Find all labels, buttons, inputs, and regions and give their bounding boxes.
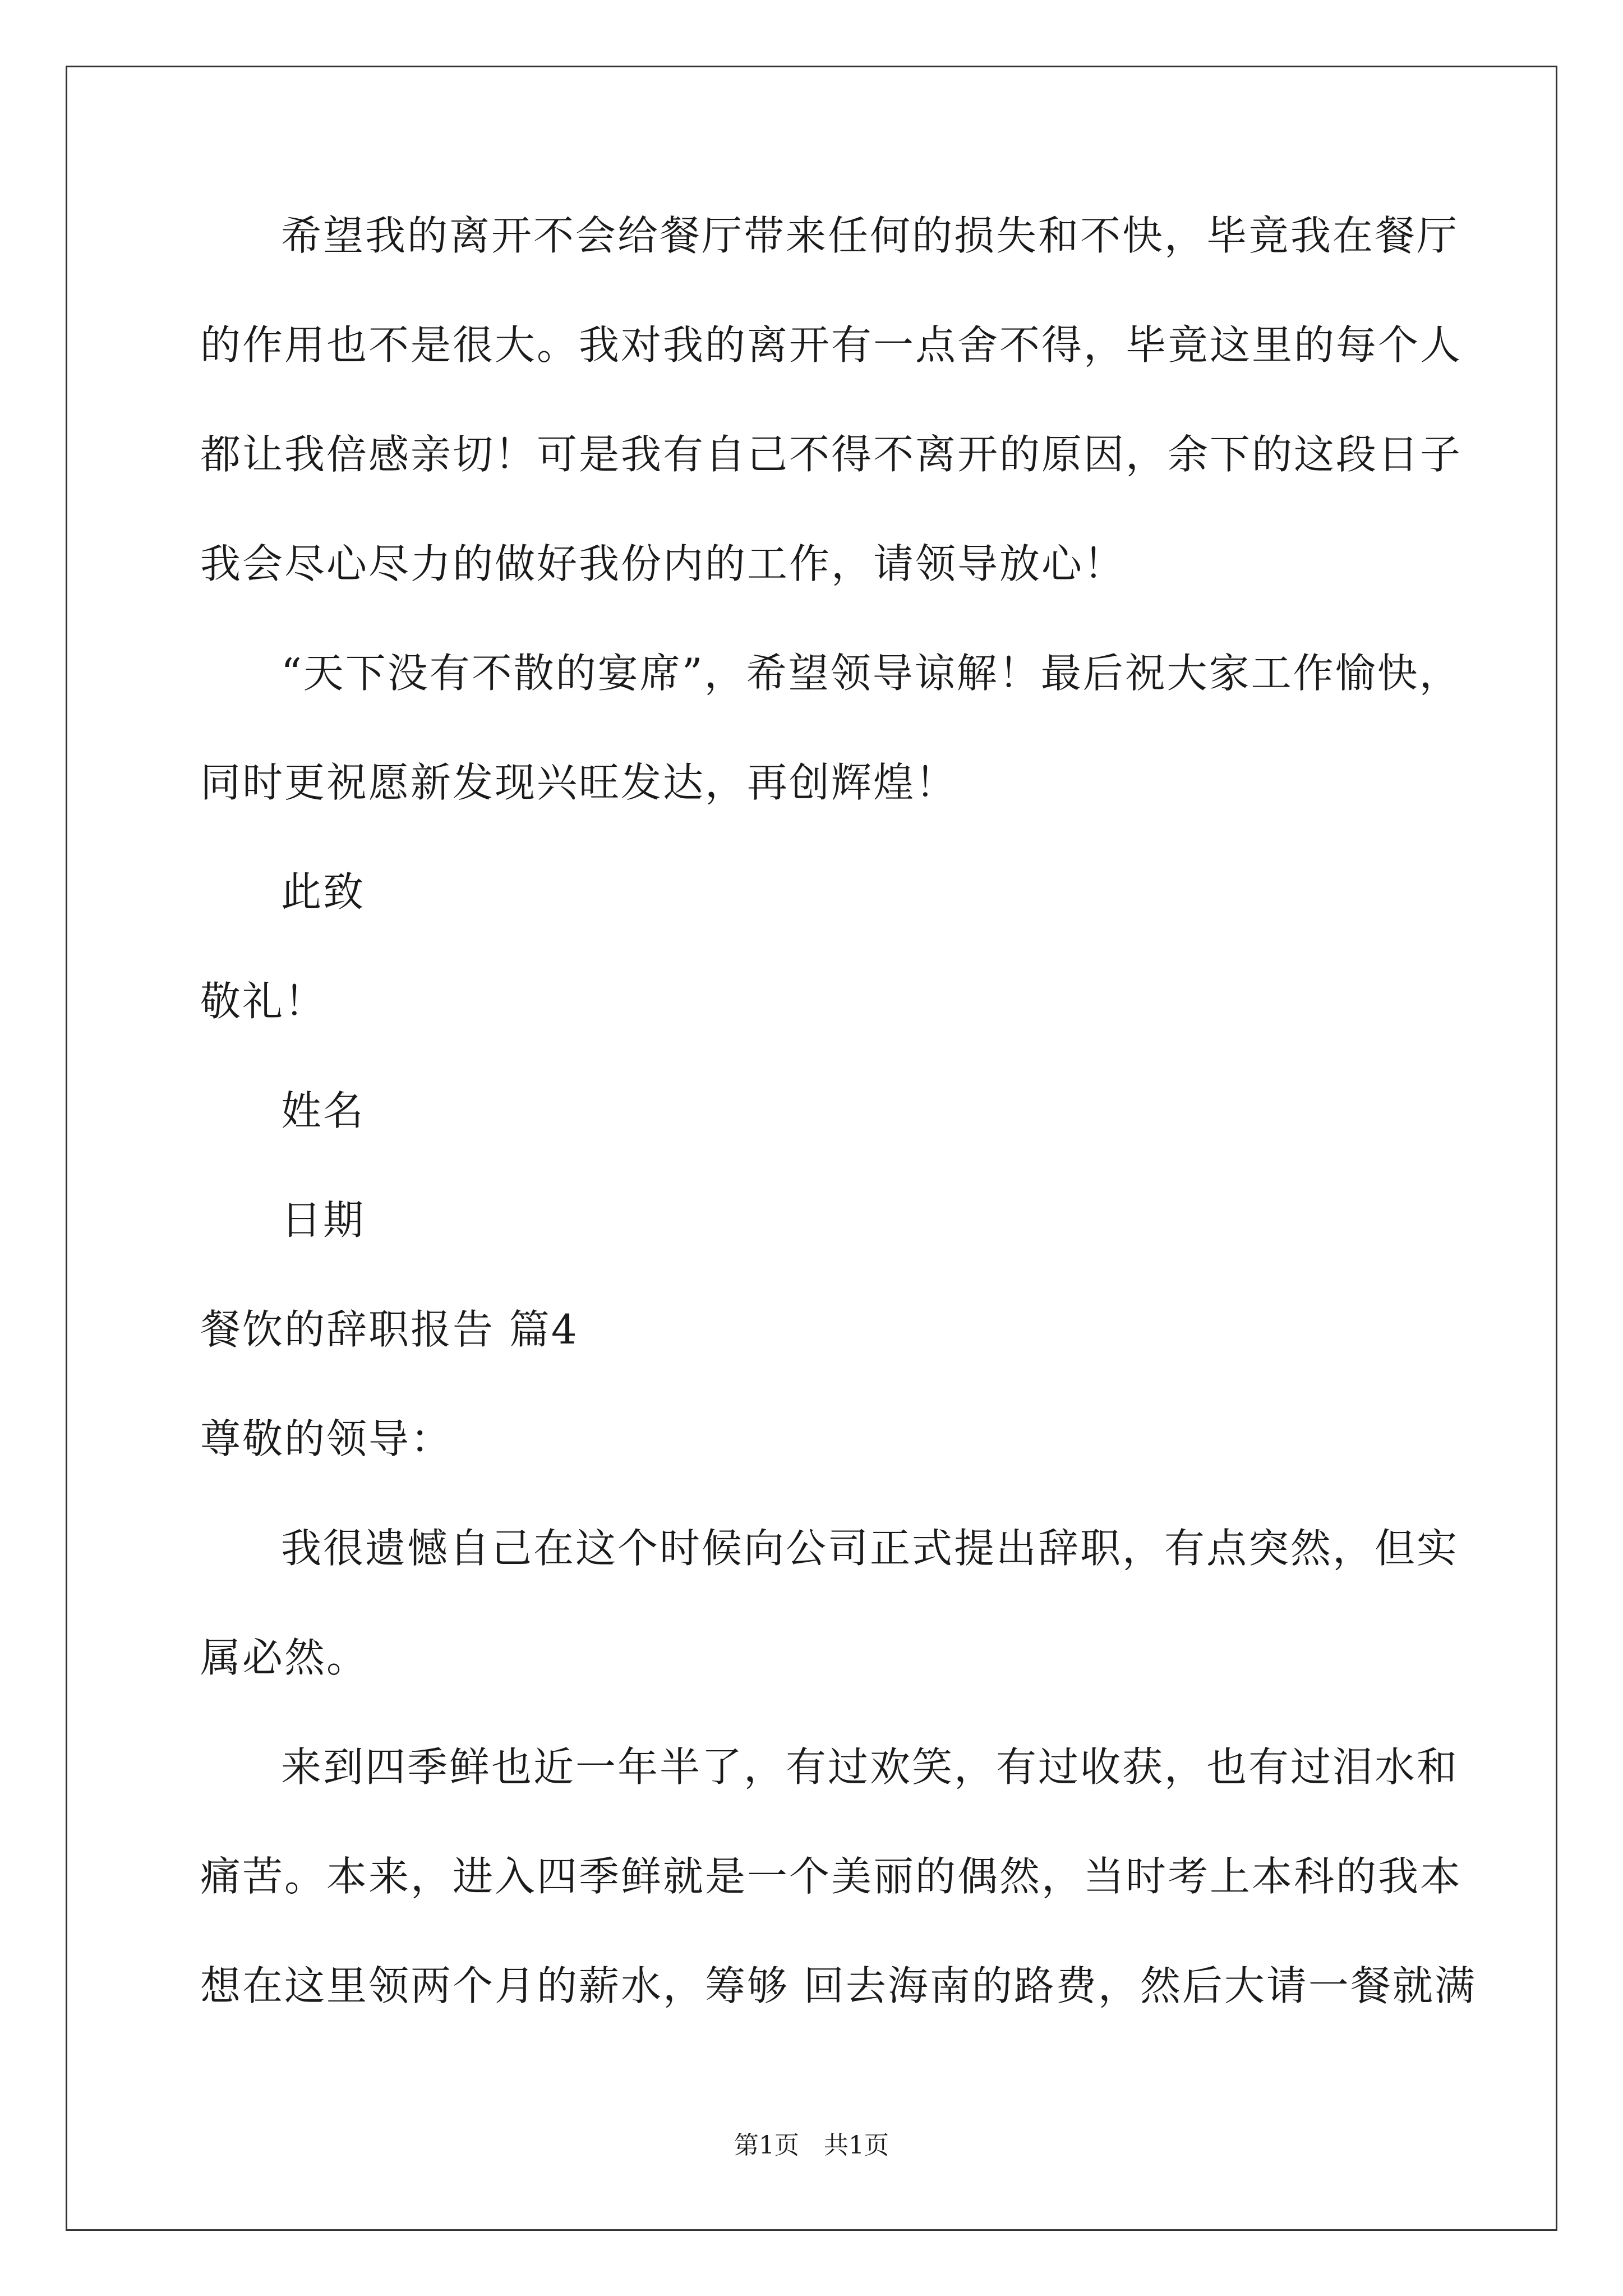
paragraph-line: 来到四季鲜也近一年半了，有过欢笑，有过收获，也有过泪水和	[281, 1743, 1459, 1791]
paragraph-line: 希望我的离开不会给餐厅带来任何的损失和不快，毕竟我在餐厅	[281, 212, 1459, 259]
paragraph-line: 我会尽心尽力的做好我份内的工作，请领导放心！	[200, 540, 1126, 587]
paragraph-line: 都让我倍感亲切！可是我有自己不得不离开的原因，余下的这段日子	[200, 431, 1463, 478]
paragraph-line: 想在这里领两个月的薪水，筹够 回去海南的路费，然后大请一餐就满	[200, 1962, 1477, 2009]
paragraph-line: 的作用也不是很大。我对我的离开有一点舍不得，毕竟这里的每个人	[200, 321, 1463, 369]
page-border	[66, 66, 1557, 2231]
greeting: 尊敬的领导：	[200, 1415, 453, 1462]
paragraph-line: “天下没有不散的宴席”，希望领导谅解！最后祝大家工作愉快，	[281, 650, 1461, 697]
signature-date: 日期	[281, 1197, 366, 1244]
closing-regards: 敬礼！	[200, 978, 327, 1025]
closing-salutation: 此致	[281, 868, 366, 915]
paragraph-line: 同时更祝愿新发现兴旺发达，再创辉煌！	[200, 759, 958, 806]
signature-name: 姓名	[281, 1087, 366, 1134]
paragraph-line: 痛苦。本来，进入四季鲜就是一个美丽的偶然，当时考上本科的我本	[200, 1853, 1463, 1900]
page-footer: 第1页 共1页	[734, 2131, 889, 2160]
paragraph-line: 我很遗憾自己在这个时候向公司正式提出辞职，有点突然，但实	[281, 1525, 1459, 1572]
section-heading: 餐饮的辞职报告 篇4	[200, 1306, 579, 1353]
paragraph-line: 属必然。	[200, 1634, 369, 1681]
